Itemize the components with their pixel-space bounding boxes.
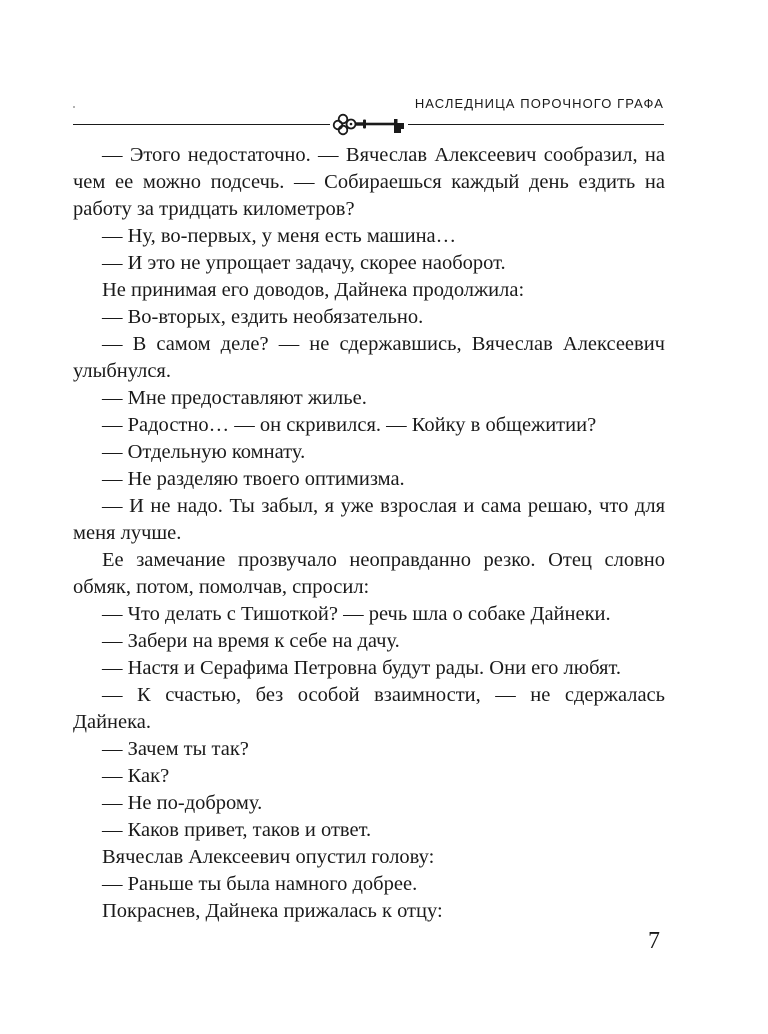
paragraph: — В самом деле? — не сдержавшись, Вячеслав Алексеевич улыбнулся. xyxy=(73,333,665,382)
body-text xyxy=(73,142,665,925)
paragraph: — Как? xyxy=(102,765,170,787)
paragraph: — К счастью, без особой взаимности, — не сдержалась Дайнека. xyxy=(73,684,665,733)
running-head: НАСЛЕДНИЦА ПОРОЧНОГО ГРАФА xyxy=(414,96,664,111)
paragraph: — Этого недостаточно. — Вячеслав Алексеевич сообразил, на чем ее можно подсечь. — Собираешься каждый день ездить на работу за тридцать километров? xyxy=(73,144,665,220)
paragraph: — Во-вторых, ездить необязательно. xyxy=(102,306,424,328)
paragraph: — Не разделяю твоего оптимизма. xyxy=(102,468,405,490)
paragraph: — Зачем ты так? xyxy=(102,738,249,760)
paragraph: Покраснев, Дайнека прижалась к отцу: xyxy=(102,900,443,922)
paragraph: — Забери на время к себе на дачу. xyxy=(102,630,400,652)
paragraph: — Настя и Серафима Петровна будут рады. Они его любят. xyxy=(102,657,621,679)
paragraph: — И не надо. Ты забыл, я уже взрослая и сама решаю, что для меня лучше. xyxy=(73,495,665,544)
paragraph: — Мне предоставляют жилье. xyxy=(102,387,367,409)
paragraph: — Не по-доброму. xyxy=(102,792,263,814)
paragraph: — Что делать с Тишоткой? — речь шла о собаке Дайнеки. xyxy=(102,603,611,625)
paragraph: Не принимая его доводов, Дайнека продолжила: xyxy=(102,279,525,301)
paragraph: — Раньше ты была намного добрее. xyxy=(102,873,418,895)
page-number: 7 xyxy=(648,928,660,954)
paragraph: Вячеслав Алексеевич опустил голову: xyxy=(102,846,435,868)
paragraph: — И это не упрощает задачу, скорее наоборот. xyxy=(102,252,506,274)
key-icon xyxy=(330,111,408,137)
paragraph: Ее замечание прозвучало неоправданно резко. Отец словно обмяк, потом, помолчав, спросил: xyxy=(73,549,665,598)
paragraph: — Ну, во-первых, у меня есть машина… xyxy=(102,225,457,247)
paragraph: — Каков привет, таков и ответ. xyxy=(102,819,372,841)
paragraph: — Отдельную комнату. xyxy=(102,441,306,463)
paragraph: — Радостно… — он скривился. — Койку в общежитии? xyxy=(102,414,597,436)
